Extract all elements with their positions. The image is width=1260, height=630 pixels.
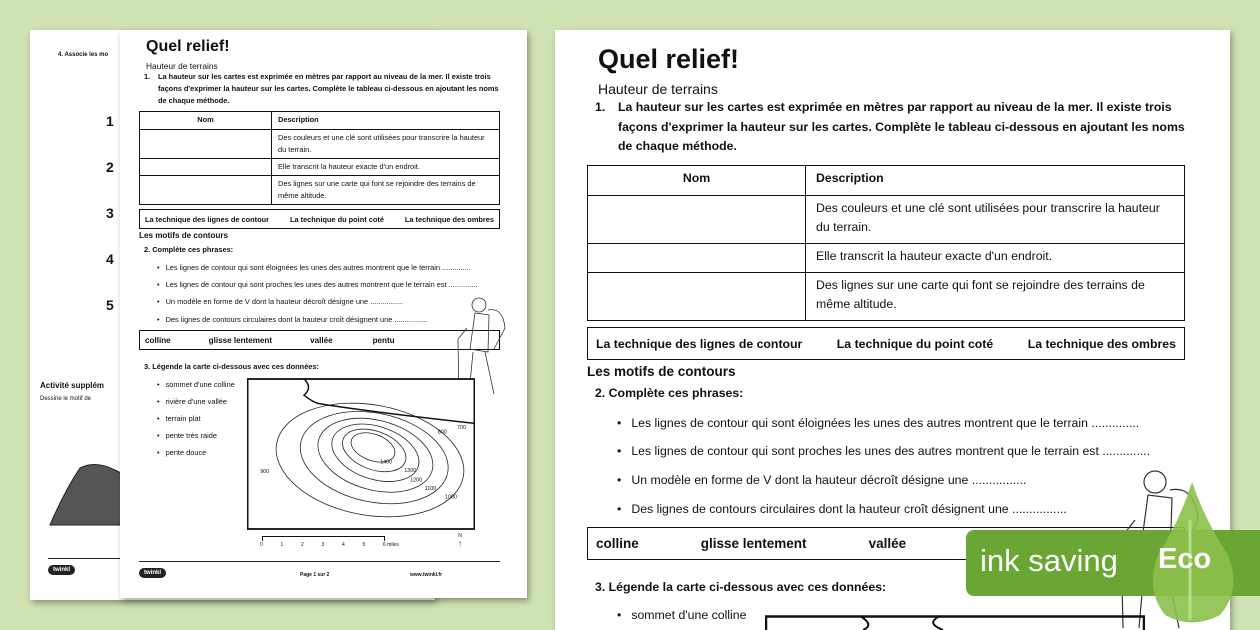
scale-labels bbox=[260, 542, 399, 548]
word-bank-1 bbox=[587, 327, 1185, 360]
word-bank-2 bbox=[139, 330, 500, 350]
contour-label: 1100 bbox=[424, 486, 437, 492]
methods-table bbox=[139, 111, 500, 205]
word: La technique des ombres bbox=[1027, 336, 1176, 351]
arrow-up-icon: ↑ bbox=[458, 539, 462, 548]
description-cell: Des couleurs et une clé sont utilisées pour transcrire la hauteur du terrain. bbox=[272, 130, 500, 159]
legend-item: • pente très raide bbox=[157, 431, 217, 440]
nom-cell bbox=[588, 196, 806, 244]
header-description: Description bbox=[806, 166, 1185, 196]
contour-label: 900 bbox=[260, 469, 270, 476]
word: La technique des ombres bbox=[404, 214, 494, 224]
question-1 bbox=[595, 98, 1195, 157]
word: vallée bbox=[868, 536, 907, 551]
twinkl-logo: twinkl bbox=[48, 565, 75, 575]
legend-item: • rivière d'une vallée bbox=[157, 397, 227, 406]
page-number: Page 1 sur 2 bbox=[300, 572, 330, 578]
sentence: • Les lignes de contour qui sont éloignées les unes des autres montrent que le terrain .............. bbox=[157, 263, 471, 272]
word: colline bbox=[596, 536, 639, 551]
section-heading: Les motifs de contours bbox=[139, 231, 229, 240]
contour-label: 800 bbox=[437, 429, 447, 436]
header-nom: Nom bbox=[588, 166, 806, 196]
contour-label: 1300 bbox=[404, 468, 417, 474]
question-text: La hauteur sur les cartes est exprimée en mètres par rapport au niveau de la mer. Il existe trois façons d'exprimer la hauteur sur les cartes. Complète le tableau ci-dessous en ajoutant les noms de chaque méthode. bbox=[618, 100, 1185, 153]
sentence: • Des lignes de contours circulaires dont la hauteur croît désignent une ................ bbox=[617, 502, 1067, 516]
page-title: Quel relief! bbox=[598, 44, 740, 74]
scale-label: 3 bbox=[321, 542, 325, 548]
nom-cell bbox=[588, 244, 806, 273]
section-heading: Les motifs de contours bbox=[587, 364, 736, 379]
number: 1 bbox=[106, 113, 114, 129]
sentence: • Un modèle en forme de V dont la hauteur décroît désigne une ................ bbox=[617, 473, 1026, 487]
number: 5 bbox=[106, 297, 114, 313]
sentence: • Des lignes de contours circulaires dont la hauteur croît désignent une ................ bbox=[157, 315, 427, 324]
footer-line bbox=[139, 561, 500, 562]
question-2: 2. Complète ces phrases: bbox=[595, 386, 744, 400]
legend-item: • sommet d'une colline bbox=[617, 608, 746, 622]
contour-label: 700 bbox=[457, 424, 466, 431]
scale-bar bbox=[262, 536, 385, 541]
scale-label: 5 bbox=[362, 542, 366, 548]
word: La technique du point coté bbox=[836, 336, 994, 351]
question-number: 1. bbox=[595, 100, 606, 114]
question-3: 3. Légende la carte ci-dessous avec ces données: bbox=[595, 580, 887, 594]
twinkl-logo: twinkl bbox=[139, 568, 166, 578]
sentence: • Les lignes de contour qui sont proches les unes des autres montrent que le terrain est .............. bbox=[617, 444, 1150, 458]
eco-label: Eco bbox=[1158, 543, 1212, 575]
nom-cell bbox=[140, 159, 272, 176]
sentence: • Les lignes de contour qui sont éloignées les unes des autres montrent que le terrain .............. bbox=[617, 416, 1139, 430]
north-label: N bbox=[458, 533, 462, 539]
number: 4 bbox=[106, 251, 114, 267]
nom-cell bbox=[588, 273, 806, 321]
worksheet-thumbnail bbox=[120, 30, 527, 598]
question-number: 1. bbox=[144, 72, 151, 81]
north-arrow bbox=[458, 533, 462, 548]
word: glisse lentement bbox=[700, 536, 807, 551]
number: 3 bbox=[106, 205, 114, 221]
nom-cell bbox=[140, 176, 272, 205]
contour-label: 1400 bbox=[380, 459, 393, 466]
contour-map-top bbox=[765, 615, 1145, 630]
scale-label: 0 bbox=[260, 542, 263, 548]
subtitle: Hauteur de terrains bbox=[146, 61, 218, 71]
question-3: 3. Légende la carte ci-dessous avec ces données: bbox=[144, 362, 319, 371]
word: La technique des lignes de contour bbox=[596, 336, 803, 351]
description-cell: Des couleurs et une clé sont utilisées pour transcrire la hauteur du terrain. bbox=[806, 196, 1185, 244]
word: La technique des lignes de contour bbox=[145, 214, 270, 224]
description-cell: Des lignes sur une carte qui font se rejoindre des terrains de même altitude. bbox=[806, 273, 1185, 321]
extra-title: Activité supplém bbox=[40, 381, 105, 390]
description-cell: Des lignes sur une carte qui font se rejoindre des terrains de même altitude. bbox=[272, 176, 500, 205]
legend-item: • pente douce bbox=[157, 448, 206, 457]
word: colline bbox=[145, 335, 171, 345]
page-title: Quel relief! bbox=[146, 38, 230, 55]
word: pentu bbox=[372, 335, 395, 345]
back-numbers bbox=[106, 98, 114, 328]
legend-item: • sommet d'une colline bbox=[157, 380, 235, 389]
question-1 bbox=[144, 71, 506, 106]
question-2: 2. Complète ces phrases: bbox=[144, 245, 234, 254]
nom-cell bbox=[140, 130, 272, 159]
sentence: • Les lignes de contour qui sont proches les unes des autres montrent que le terrain est .............. bbox=[157, 280, 477, 289]
site-url: www.twinkl.fr bbox=[410, 572, 443, 578]
hill-drawing bbox=[45, 460, 125, 530]
scale-label: 2 bbox=[301, 542, 304, 548]
description-cell: Elle transcrit la hauteur exacte d'un endroit. bbox=[806, 244, 1185, 273]
question-text: La hauteur sur les cartes est exprimée en mètres par rapport au niveau de la mer. Il existe trois façons d'exprimer la hauteur sur les cartes. Complète le tableau ci-dessous en ajoutant les noms de chaque méthode. bbox=[158, 72, 499, 105]
header-description: Description bbox=[272, 112, 500, 130]
number: 2 bbox=[106, 159, 114, 175]
contour-map bbox=[247, 378, 475, 530]
extra-text: Dessine le motif de bbox=[40, 396, 92, 402]
legend-item: • terrain plat bbox=[157, 414, 201, 423]
sentence: • Un modèle en forme de V dont la hauteur décroît désigne une ................ bbox=[157, 297, 403, 306]
badge-text: ink saving bbox=[980, 543, 1118, 578]
description-cell: Elle transcrit la hauteur exacte d'un endroit. bbox=[272, 159, 500, 176]
back-question: 4. Associe les mo bbox=[58, 52, 109, 58]
word: glisse lentement bbox=[208, 335, 273, 345]
word-bank-1 bbox=[139, 209, 500, 229]
scale-label: 1 bbox=[280, 542, 284, 548]
contour-label: 1200 bbox=[410, 477, 423, 484]
header-nom: Nom bbox=[140, 112, 272, 130]
contour-label: 1000 bbox=[445, 494, 457, 501]
scale-label: 6 miles bbox=[383, 542, 399, 548]
word: vallée bbox=[310, 335, 333, 345]
subtitle: Hauteur de terrains bbox=[598, 81, 718, 97]
scale-label: 4 bbox=[342, 542, 345, 548]
methods-table bbox=[587, 165, 1185, 321]
word: La technique du point coté bbox=[289, 214, 384, 224]
